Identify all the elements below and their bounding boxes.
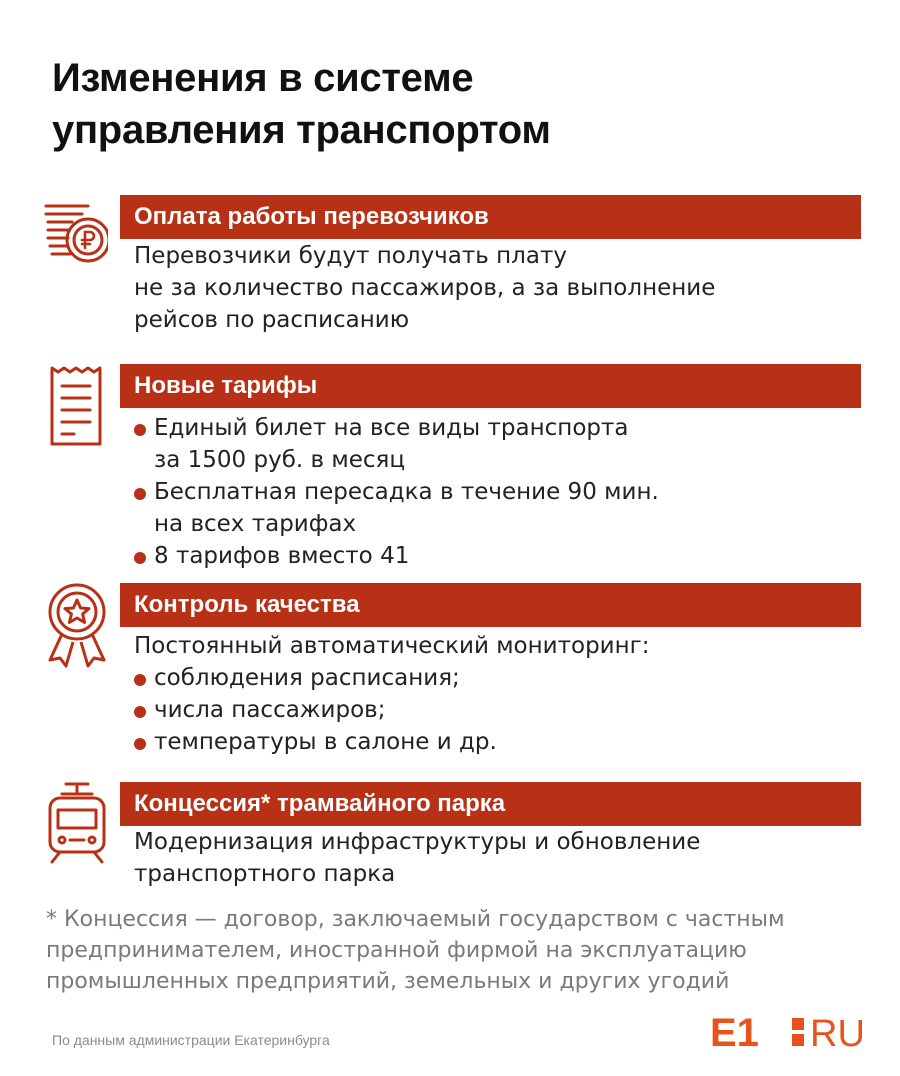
logo-square <box>792 1018 804 1030</box>
title-line: управления транспортом <box>52 108 551 152</box>
tram-icon <box>46 780 108 864</box>
footnote <box>46 904 785 997</box>
monitoring-list <box>134 662 650 758</box>
title-line: Изменения в системе <box>52 56 474 100</box>
text-line: Перевозчики будут получать плату <box>134 243 567 269</box>
page-title <box>52 52 551 156</box>
logo-left-text: E1 <box>710 1015 759 1049</box>
text-line: рейсов по расписанию <box>134 307 410 333</box>
text-line: не за количество пассажиров, а за выполнение <box>134 275 716 301</box>
section-heading: Контроль качества <box>120 583 861 627</box>
footnote-line: * Концессия — договор, заключаемый государством с частным <box>46 907 785 932</box>
list-item <box>134 540 659 572</box>
logo-right-text: RU <box>810 1015 865 1049</box>
list-item <box>134 412 659 476</box>
text-line: на всех тарифах <box>154 511 357 537</box>
footnote-line: предпринимателем, иностранной фирмой на эксплуатацию <box>46 938 747 963</box>
source-note: По данным администрации Екатеринбурга <box>52 1032 330 1048</box>
section-text <box>134 826 700 890</box>
text-line: Модернизация инфраструктуры и обновление <box>134 829 701 855</box>
receipt-icon <box>48 364 104 448</box>
text-line: Постоянный автоматический мониторинг: <box>134 633 650 659</box>
section-heading: Оплата работы перевозчиков <box>120 195 861 239</box>
award-star-icon <box>46 582 108 668</box>
list-item: температуры в салоне и др. <box>134 726 650 758</box>
section-heading: Новые тарифы <box>120 364 861 408</box>
list-item: соблюдения расписания; <box>134 662 650 694</box>
section-text <box>134 630 650 758</box>
section-text <box>134 240 715 336</box>
coins-ruble-icon <box>42 196 108 268</box>
text-line: транспортного парка <box>134 861 396 887</box>
logo-square <box>792 1034 804 1046</box>
list-item <box>134 476 659 540</box>
footnote-line: промышленных предприятий, земельных и других угодий <box>46 969 730 994</box>
section-heading: Концессия* трамвайного парка <box>120 782 861 826</box>
e1-logo <box>710 1015 874 1049</box>
text-line: Бесплатная пересадка в течение 90 мин. <box>154 479 659 505</box>
text-line: Единый билет на все виды транспорта <box>154 415 629 441</box>
text-line: 8 тарифов вместо 41 <box>154 543 410 569</box>
text-line: за 1500 руб. в месяц <box>154 447 406 473</box>
list-item: числа пассажиров; <box>134 694 650 726</box>
tariffs-list <box>134 412 659 572</box>
